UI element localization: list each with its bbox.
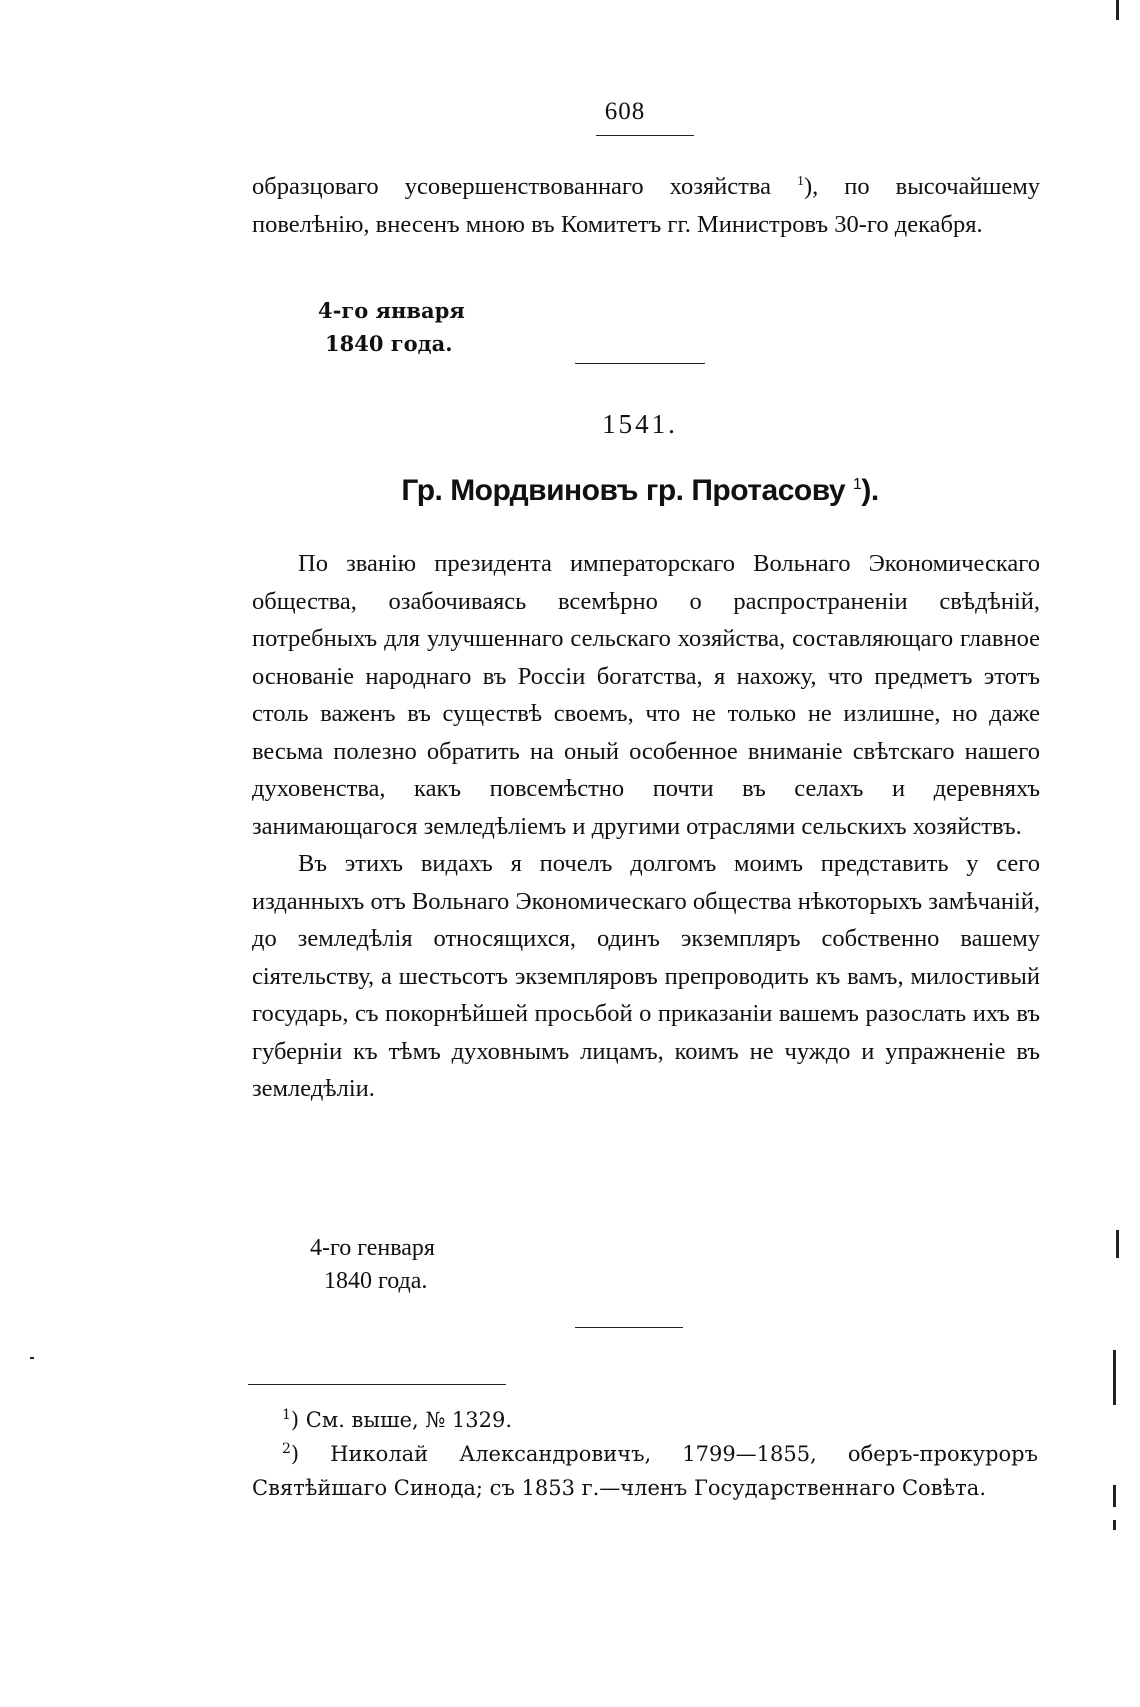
footnotes: [252, 1403, 1038, 1505]
body-paragraph-1: По званію президента императорскаго Вольнаго Экономическаго общества, озабочиваясь всемѣрно о распространеніи свѣдѣній, потребныхъ для улучшеннаго сельскаго хозяйства, составляющаго главное основаніе народнаго въ Россіи богатства, я нахожу, что предметъ этотъ столь важенъ въ существѣ своемъ, что не только не излишне, но даже весьма полезно обратить на оный особенное вниманіе свѣтскаго нашего духовенства, какъ повсемѣстно почти въ селахъ и деревняхъ занимающагося земледѣліемъ и другими отраслями сельскихъ хозяйствъ.: [252, 550, 1040, 840]
footnote-2-text: ) Николай Александровичъ, 1799—1855, оберъ-прокуроръ Святѣйшаго Синода; съ 1853 г.—членъ Государственнаго Совѣта.: [252, 1442, 1038, 1500]
document-heading: [330, 474, 950, 508]
continuation-rest: ), по высочайшему повелѣнію, внесенъ мною въ Комитетъ гг. Министровъ 30-го декабря.: [252, 173, 1041, 238]
date-year: 1840 года.: [325, 331, 453, 356]
date-day: 4-го января: [318, 298, 465, 323]
footnote-2: [252, 1437, 1038, 1505]
continuation-text: образцоваго усовершенствованнаго хозяйства: [252, 173, 771, 200]
scan-mark: [1116, 0, 1119, 20]
document-date: [310, 1232, 435, 1298]
heading-footnote-ref: 1: [852, 476, 862, 493]
page-number: 608: [604, 98, 646, 125]
footnote-1-text: ) См. выше, № 1329.: [290, 1408, 513, 1432]
document-body: [252, 545, 1040, 1108]
scan-mark: [30, 1357, 34, 1359]
document-date-day: 4-го генваря: [310, 1235, 435, 1261]
document-date-year: 1840 года.: [324, 1268, 428, 1294]
end-divider: [575, 1327, 683, 1328]
footnote-rule: [248, 1384, 506, 1385]
footnote-1-mark: 1: [282, 1407, 291, 1423]
footnote-2-mark: 2: [282, 1441, 291, 1457]
heading-close: ).: [861, 474, 879, 507]
scan-mark: [1113, 1520, 1116, 1530]
footnote-ref: 1: [797, 173, 804, 189]
scan-mark: [1116, 1230, 1119, 1258]
page-number-rule: [596, 135, 694, 136]
heading-text: Гр. Мордвиновъ гр. Протасову: [401, 474, 846, 507]
footnote-1: [252, 1403, 1038, 1437]
scan-mark: [1113, 1350, 1116, 1405]
section-divider: [575, 363, 705, 364]
document-number: 1541.: [602, 409, 678, 439]
body-paragraph-2: Въ этихъ видахъ я почелъ долгомъ моимъ представить у сего изданныхъ отъ Вольнаго Экономическаго общества нѣкоторыхъ замѣчаній, до земледѣлія относящихся, одинъ экземпляръ собственно вашему сіятельству, а шестьсотъ экземпляровъ препроводить къ вамъ, милостивый государь, съ покорнѣйшей просьбой о приказаніи вашемъ разослать ихъ въ губерніи къ тѣмъ духовнымъ лицамъ, коимъ не чуждо и упражненіе въ земледѣліи.: [252, 850, 1040, 1102]
scan-mark: [1113, 1485, 1116, 1507]
date-block: [318, 294, 465, 360]
continuation-paragraph: [252, 168, 1040, 243]
